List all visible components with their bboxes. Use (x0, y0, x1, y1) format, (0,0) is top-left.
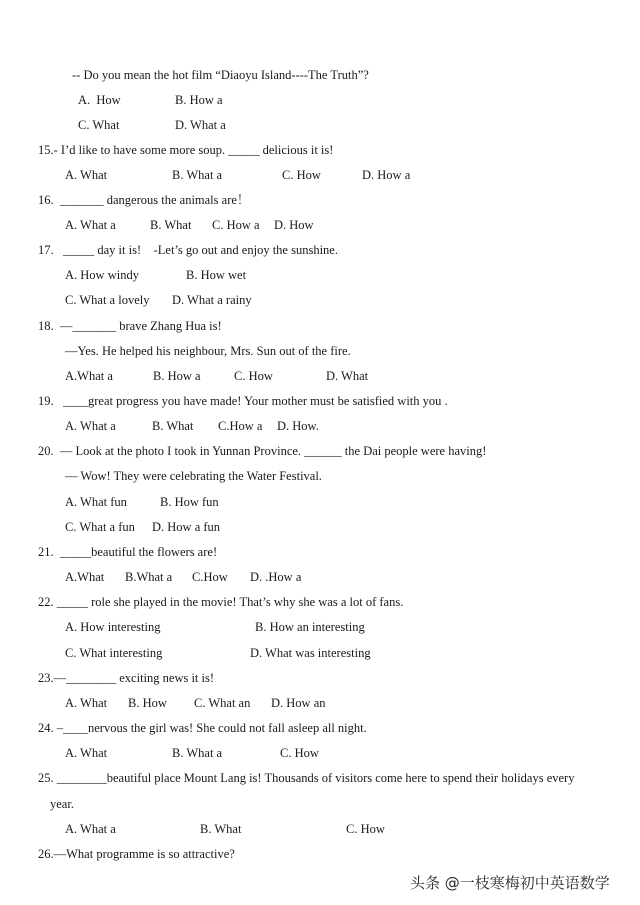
q17-option-a: A. How windy (65, 268, 139, 282)
q19-option-d: D. How. (277, 419, 319, 433)
q14-option-b: B. How a (175, 93, 223, 107)
q26-stem: 26.—What programme is so attractive? (38, 847, 235, 861)
q24-option-a: A. What (65, 746, 108, 760)
q17-stem: 17. _____ day it is! -Let’s go out and enjoy the sunshine. (38, 243, 338, 257)
q22-option-a: A. How interesting (65, 620, 161, 634)
q21-option-b: B.What a (125, 570, 173, 584)
q15-option-b: B. What a (172, 168, 223, 182)
q24-option-b: B. What a (172, 746, 223, 760)
q25-stem: 25. ________beautiful place Mount Lang is! Thousands of visitors come here to spend their holidays every (38, 771, 575, 785)
q22-option-c: C. What interesting (65, 646, 163, 660)
q16-option-c: C. How a (212, 218, 260, 232)
q18-stem: 18. —_______ brave Zhang Hua is! (38, 319, 222, 333)
q18-response: —Yes. He helped his neighbour, Mrs. Sun out of the fire. (65, 344, 351, 358)
q24-stem: 24. –____nervous the girl was! She could not fall asleep all night. (38, 721, 367, 735)
q14-option-d: D. What a (175, 118, 226, 132)
q23-option-a: A. What (65, 696, 108, 710)
q20-response: — Wow! They were celebrating the Water Festival. (65, 469, 322, 483)
watermark: 头条 @一枝寒梅初中英语数学 (410, 874, 610, 892)
q15-option-a: A. What (65, 168, 108, 182)
q14-option-a: A. How (78, 93, 121, 107)
q18-option-a: A.What a (65, 369, 113, 383)
q20-option-d: D. How a fun (152, 520, 221, 534)
q20-option-b: B. How fun (160, 495, 219, 509)
q20-stem: 20. — Look at the photo I took in Yunnan Province. ______ the Dai people were having! (38, 444, 487, 458)
q15-option-c: C. How (282, 168, 321, 182)
q15-stem: 15.- I’d like to have some more soup. _____ delicious it is! (38, 143, 334, 157)
q16-option-d: D. How (274, 218, 314, 232)
q21-option-d: D. .How a (250, 570, 302, 584)
q25-option-c: C. How (346, 822, 385, 836)
q14-followup: -- Do you mean the hot film “Diaoyu Island----The Truth”? (72, 68, 369, 82)
q14-option-c: C. What (78, 118, 120, 132)
q23-stem: 23.—________ exciting news it is! (38, 671, 215, 685)
q20-option-a: A. What fun (65, 495, 127, 509)
q24-option-c: C. How (280, 746, 319, 760)
q23-option-b: B. How (128, 696, 167, 710)
q23-option-c: C. What an (194, 696, 251, 710)
q18-option-b: B. How a (153, 369, 201, 383)
q16-option-a: A. What a (65, 218, 116, 232)
q22-option-b: B. How an interesting (255, 620, 365, 634)
q19-stem: 19. ____great progress you have made! Your mother must be satisfied with you . (38, 394, 448, 408)
q21-option-a: A.What (65, 570, 105, 584)
q18-option-c: C. How (234, 369, 273, 383)
q21-stem: 21. _____beautiful the flowers are! (38, 545, 218, 559)
q22-stem: 22. _____ role she played in the movie! That’s why she was a lot of fans. (38, 595, 404, 609)
q25-stem-continued: year. (50, 797, 74, 811)
q20-option-c: C. What a fun (65, 520, 135, 534)
q17-option-b: B. How wet (186, 268, 247, 282)
q22-option-d: D. What was interesting (250, 646, 371, 660)
q16-option-b: B. What (150, 218, 192, 232)
q19-option-c: C.How a (218, 419, 263, 433)
q23-option-d: D. How an (271, 696, 326, 710)
q21-option-c: C.How (192, 570, 228, 584)
q16-stem: 16. _______ dangerous the animals are！ (38, 193, 250, 207)
q18-option-d: D. What (326, 369, 369, 383)
q25-option-a: A. What a (65, 822, 116, 836)
q25-option-b: B. What (200, 822, 242, 836)
q17-option-d: D. What a rainy (172, 293, 252, 307)
q19-option-b: B. What (152, 419, 194, 433)
q15-option-d: D. How a (362, 168, 411, 182)
q19-option-a: A. What a (65, 419, 116, 433)
q17-option-c: C. What a lovely (65, 293, 150, 307)
